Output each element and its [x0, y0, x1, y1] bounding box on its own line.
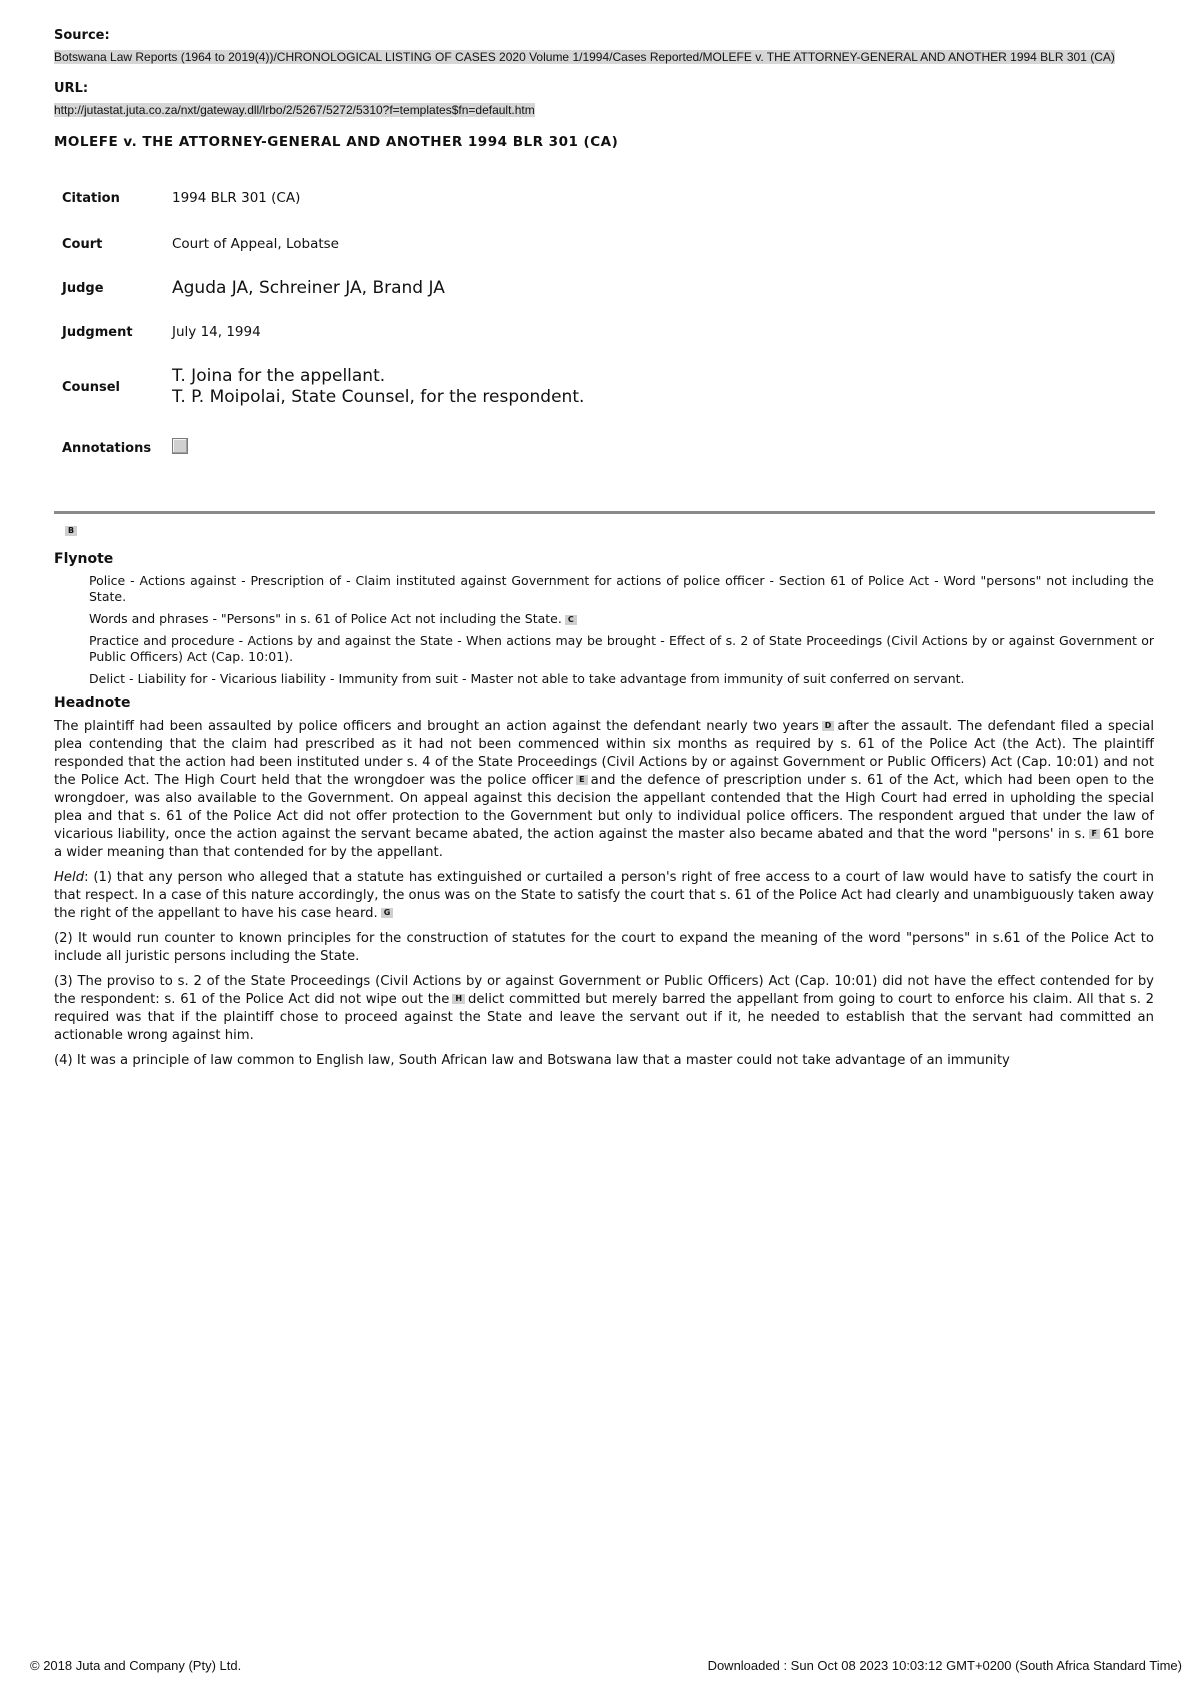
headnote-paragraph-1	[54, 718, 1154, 862]
marker-b-line	[62, 520, 1154, 539]
url-block	[54, 99, 1149, 118]
headnote-paragraph-4	[54, 973, 1154, 1045]
counsel-value	[172, 354, 584, 420]
judgment-value: July 14, 1994	[172, 324, 261, 340]
headnote-p1-part-b: after the assault. The defendant filed a special plea contending that the claim had prescribed as it had not been commenced within six months as required by s. 61 of the Police Act (the Act). The plaintiff responded that the action had been instituted under s. 4 of the State Proceedings (Civil Actions by or against Government or Public Officers) Act (Cap. 10:01) and not the Police Act. The High Court held that the wrongdoer was the police officer	[54, 719, 1154, 788]
headnote-p4-part-a: (3) The proviso to s. 2 of the State Proceedings (Civil Actions by or against Government or Public Officers) Act (Cap. 10:01) did not have the effect contended for by the respondent: s. 61 of the Police Act did not wipe out the	[54, 974, 1154, 1007]
document-page	[54, 28, 1154, 1070]
annotations-checkbox[interactable]	[172, 438, 188, 454]
case-metadata-table	[62, 174, 584, 476]
flynote-item-2	[89, 611, 1154, 627]
citation-row	[62, 174, 584, 222]
annotations-value	[172, 420, 584, 476]
page-marker-b: B	[65, 526, 77, 536]
counsel-respondent: T. P. Moipolai, State Counsel, for the respondent.	[172, 387, 585, 407]
page-marker-f: F	[1089, 829, 1100, 839]
headnote-heading: Headnote	[54, 695, 131, 711]
judge-row	[62, 266, 584, 310]
page-marker-d: D	[822, 721, 835, 731]
counsel-label: Counsel	[62, 379, 120, 395]
flynote-item-4: Delict - Liability for - Vicarious liability - Immunity from suit - Master not able to take advantage from immunity of suit conferred on servant.	[89, 671, 965, 686]
page-marker-e: E	[576, 775, 587, 785]
counsel-appellant: T. Joina for the appellant.	[172, 366, 386, 386]
judge-label: Judge	[62, 280, 104, 296]
section-divider	[54, 511, 1155, 514]
headnote-paragraph-2	[54, 869, 1154, 923]
source-path-block	[54, 46, 1149, 65]
court-label: Court	[62, 236, 103, 252]
url-link[interactable]: http://jutastat.juta.co.za/nxt/gateway.dll/lrbo/2/5267/5272/5310?f=templates$fn=default.htm	[54, 103, 535, 117]
flynote-item-1: Police - Actions against - Prescription of - Claim instituted against Government for actions of police officer - Section 61 of Police Act - Word "persons" not including the State.	[89, 573, 1154, 604]
flynote-item-2-text: Words and phrases - "Persons" in s. 61 of Police Act not including the State.	[89, 611, 562, 626]
judge-value: Aguda JA, Schreiner JA, Brand JA	[172, 277, 445, 298]
headnote-p4-part-b: delict committed but merely barred the appellant from going to court to enforce his claim. All that s. 2 required was that if the plaintiff chose to proceed against the State and leave the servant out if it, he needed to establish that the servant had committed an actionable wrong against him.	[54, 992, 1154, 1043]
headnote-p1-part-c: and the defence of prescription under s. 61 of the Act, which had been open to the wrongdoer, was also available to the Government. On appeal against this decision the appellant contended that the High Court had erred in upholding the special plea and that s. 61 of the Police Act did not offer protection to the Government but only to individual police officers. The respondent argued that under the law of vicarious liability, once the action against the servant became abated, the action against the master also became abated and that the word "persons' in s.	[54, 773, 1154, 842]
annotations-label: Annotations	[62, 440, 152, 456]
headnote-paragraph-5: (4) It was a principle of law common to English law, South African law and Botswana law that a master could not take advantage of an immunity	[54, 1053, 1010, 1068]
citation-value: 1994 BLR 301 (CA)	[172, 190, 301, 206]
judgment-row	[62, 310, 584, 354]
page-marker-h: H	[452, 994, 465, 1004]
footer-copyright: © 2018 Juta and Company (Pty) Ltd.	[30, 1658, 242, 1673]
counsel-row	[62, 354, 584, 420]
headnote-p2-text: : (1) that any person who alleged that a statute has extinguished or curtailed a person's right of free access to a court of law would have to satisfy the court in that respect. In a case of this nature accordingly, the onus was on the State to satisfy the court that s. 61 of the Police Act had clearly and unambiguously taken away the right of the appellant to have his case heard.	[54, 870, 1154, 921]
page-marker-c: C	[565, 615, 577, 625]
footer-downloaded: Downloaded : Sun Oct 08 2023 10:03:12 GMT+0200 (South Africa Standard Time)	[707, 1658, 1182, 1673]
citation-label: Citation	[62, 190, 120, 206]
judgment-label: Judgment	[62, 324, 133, 340]
case-title: MOLEFE v. THE ATTORNEY-GENERAL AND ANOTHER 1994 BLR 301 (CA)	[54, 134, 619, 150]
held-word: Held	[54, 870, 85, 885]
headnote-p1-part-d: 61 bore a wider meaning than that contended for by the appellant.	[54, 827, 1154, 860]
source-label: Source:	[54, 28, 110, 43]
source-path: Botswana Law Reports (1964 to 2019(4))/CHRONOLOGICAL LISTING OF CASES 2020 Volume 1/1994/Cases Reported/MOLEFE v. THE ATTORNEY-GENERAL AND ANOTHER 1994 BLR 301 (CA)	[54, 50, 1115, 64]
court-row	[62, 222, 584, 266]
headnote-p1-part-a: The plaintiff had been assaulted by police officers and brought an action against the defendant nearly two years	[54, 719, 819, 734]
flynote-heading: Flynote	[54, 551, 114, 567]
annotations-row	[62, 420, 584, 476]
flynote-item-3: Practice and procedure - Actions by and against the State - When actions may be brought - Effect of s. 2 of State Proceedings (Civil Actions by or against Government or Public Officers) Act (Cap. 10:01).	[89, 633, 1154, 664]
court-value: Court of Appeal, Lobatse	[172, 236, 339, 252]
headnote-paragraph-3: (2) It would run counter to known principles for the construction of statutes for the court to expand the meaning of the word "persons" in s.61 of the Police Act to include all juristic persons including the State.	[54, 931, 1154, 964]
url-label: URL:	[54, 81, 89, 96]
page-marker-g: G	[381, 908, 394, 918]
